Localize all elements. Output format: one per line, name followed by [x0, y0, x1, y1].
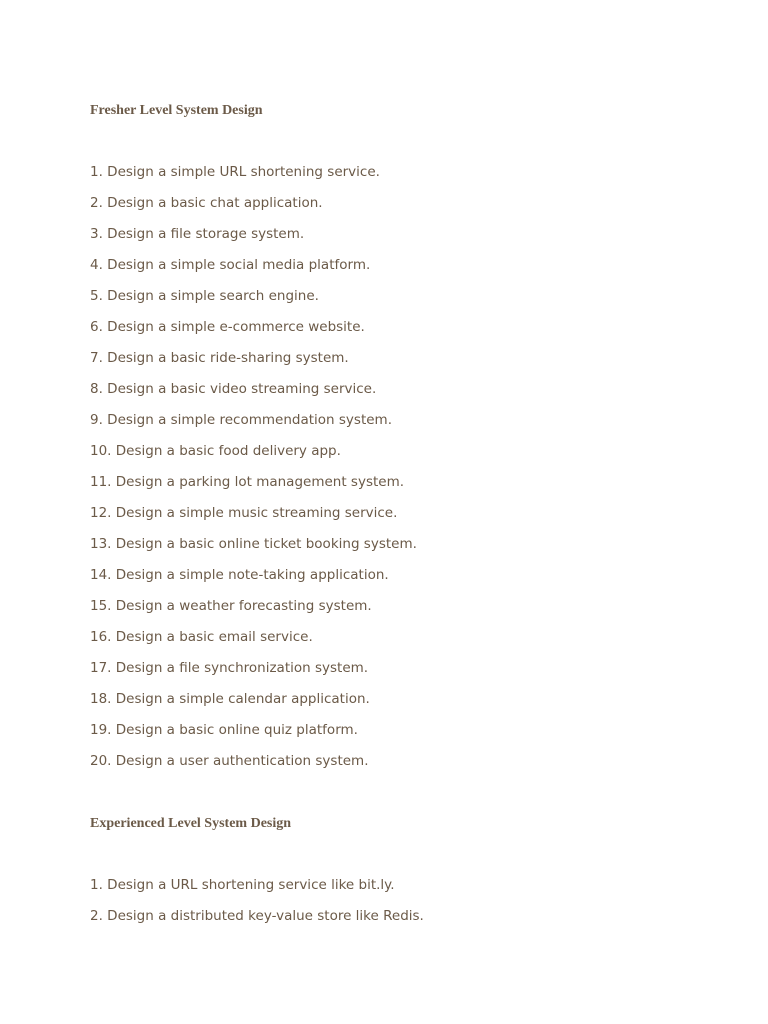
list-item: 15. Design a weather forecasting system.: [90, 598, 372, 614]
experienced-question-list: [90, 876, 424, 938]
list-item: 3. Design a file storage system.: [90, 226, 305, 242]
list-item: 5. Design a simple search engine.: [90, 288, 319, 304]
list-item: 19. Design a basic online quiz platform.: [90, 722, 358, 738]
experienced-section-title: Experienced Level System Design: [90, 816, 292, 831]
list-item: 9. Design a simple recommendation system.: [90, 412, 392, 428]
list-item: 1. Design a simple URL shortening service.: [90, 164, 380, 180]
list-item: 14. Design a simple note-taking application.: [90, 567, 389, 583]
list-item: 6. Design a simple e-commerce website.: [90, 319, 365, 335]
list-item: 8. Design a basic video streaming service.: [90, 381, 377, 397]
list-item: 11. Design a parking lot management system.: [90, 474, 405, 490]
list-item: 2. Design a basic chat application.: [90, 195, 323, 211]
list-item: 10. Design a basic food delivery app.: [90, 443, 341, 459]
list-item: 1. Design a URL shortening service like bit.ly.: [90, 877, 395, 893]
fresher-question-list: [90, 163, 417, 783]
list-item: 16. Design a basic email service.: [90, 629, 313, 645]
list-item: 2. Design a distributed key-value store like Redis.: [90, 908, 424, 924]
list-item: 13. Design a basic online ticket booking system.: [90, 536, 417, 552]
list-item: 7. Design a basic ride-sharing system.: [90, 350, 349, 366]
list-item: 20. Design a user authentication system.: [90, 753, 369, 769]
list-item: 17. Design a file synchronization system.: [90, 660, 369, 676]
fresher-section-title: Fresher Level System Design: [90, 103, 263, 118]
list-item: 4. Design a simple social media platform.: [90, 257, 371, 273]
list-item: 18. Design a simple calendar application.: [90, 691, 370, 707]
list-item: 12. Design a simple music streaming service.: [90, 505, 398, 521]
